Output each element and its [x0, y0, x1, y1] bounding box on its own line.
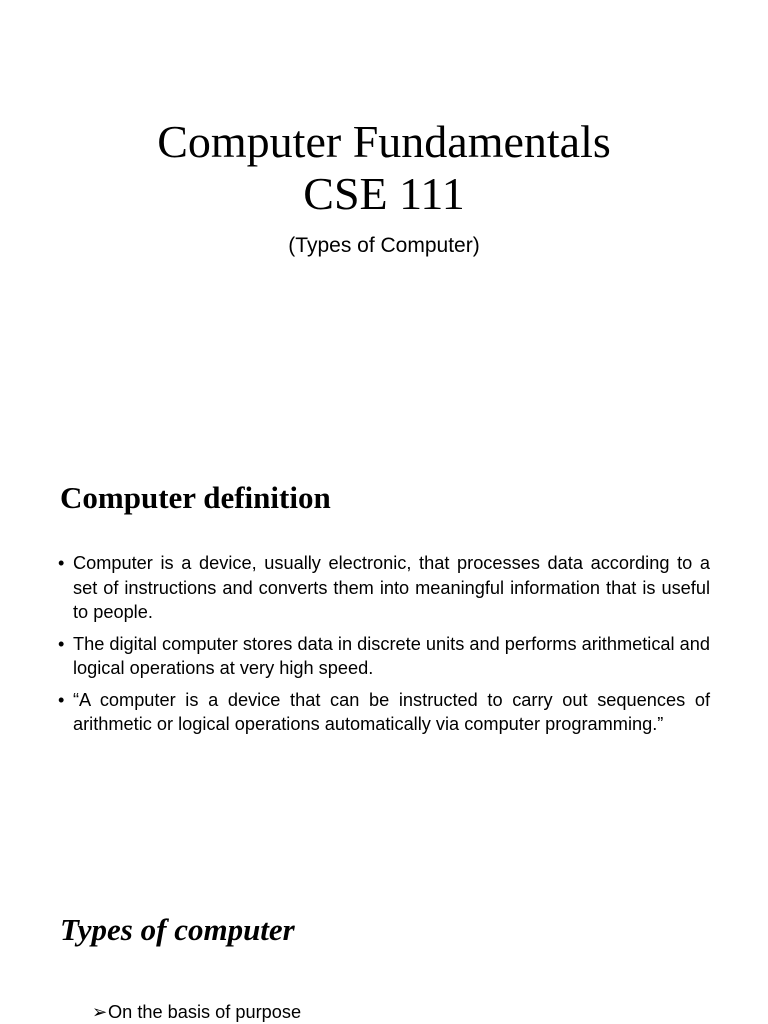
bullet-text: “A computer is a device that can be instructed to carry out sequences of arithmetic or logical operations automatically via computer programming.” — [73, 689, 710, 734]
title-slide — [0, 116, 768, 220]
bullet-dot-icon: • — [58, 553, 65, 573]
types-heading: Types of computer — [60, 912, 295, 947]
arrow-bullet-icon: ➢ — [92, 1002, 108, 1022]
slide-subtitle: (Types of Computer) — [288, 234, 480, 257]
slide-title-line1: Computer Fundamentals — [157, 116, 611, 167]
arrow-item-text: On the basis of purpose — [108, 1002, 302, 1022]
definition-bullet-list — [58, 551, 710, 744]
slide-title-line2: CSE 111 — [303, 168, 465, 219]
bullet-dot-icon: • — [58, 689, 65, 710]
bullet-text: The digital computer stores data in discrete units and performs arithmetical and logical operations at very high speed. — [73, 633, 710, 678]
definition-heading: Computer definition — [60, 480, 331, 515]
arrow-list-item — [92, 1000, 301, 1024]
bullet-dot-icon: • — [58, 633, 65, 654]
bullet-item — [58, 632, 710, 681]
bullet-item — [58, 688, 710, 737]
bullet-text: Computer is a device, usually electronic, that processes data according to a set of instructions and converts them into meaningful information that is useful to people. — [73, 553, 710, 622]
bullet-item — [58, 551, 710, 625]
